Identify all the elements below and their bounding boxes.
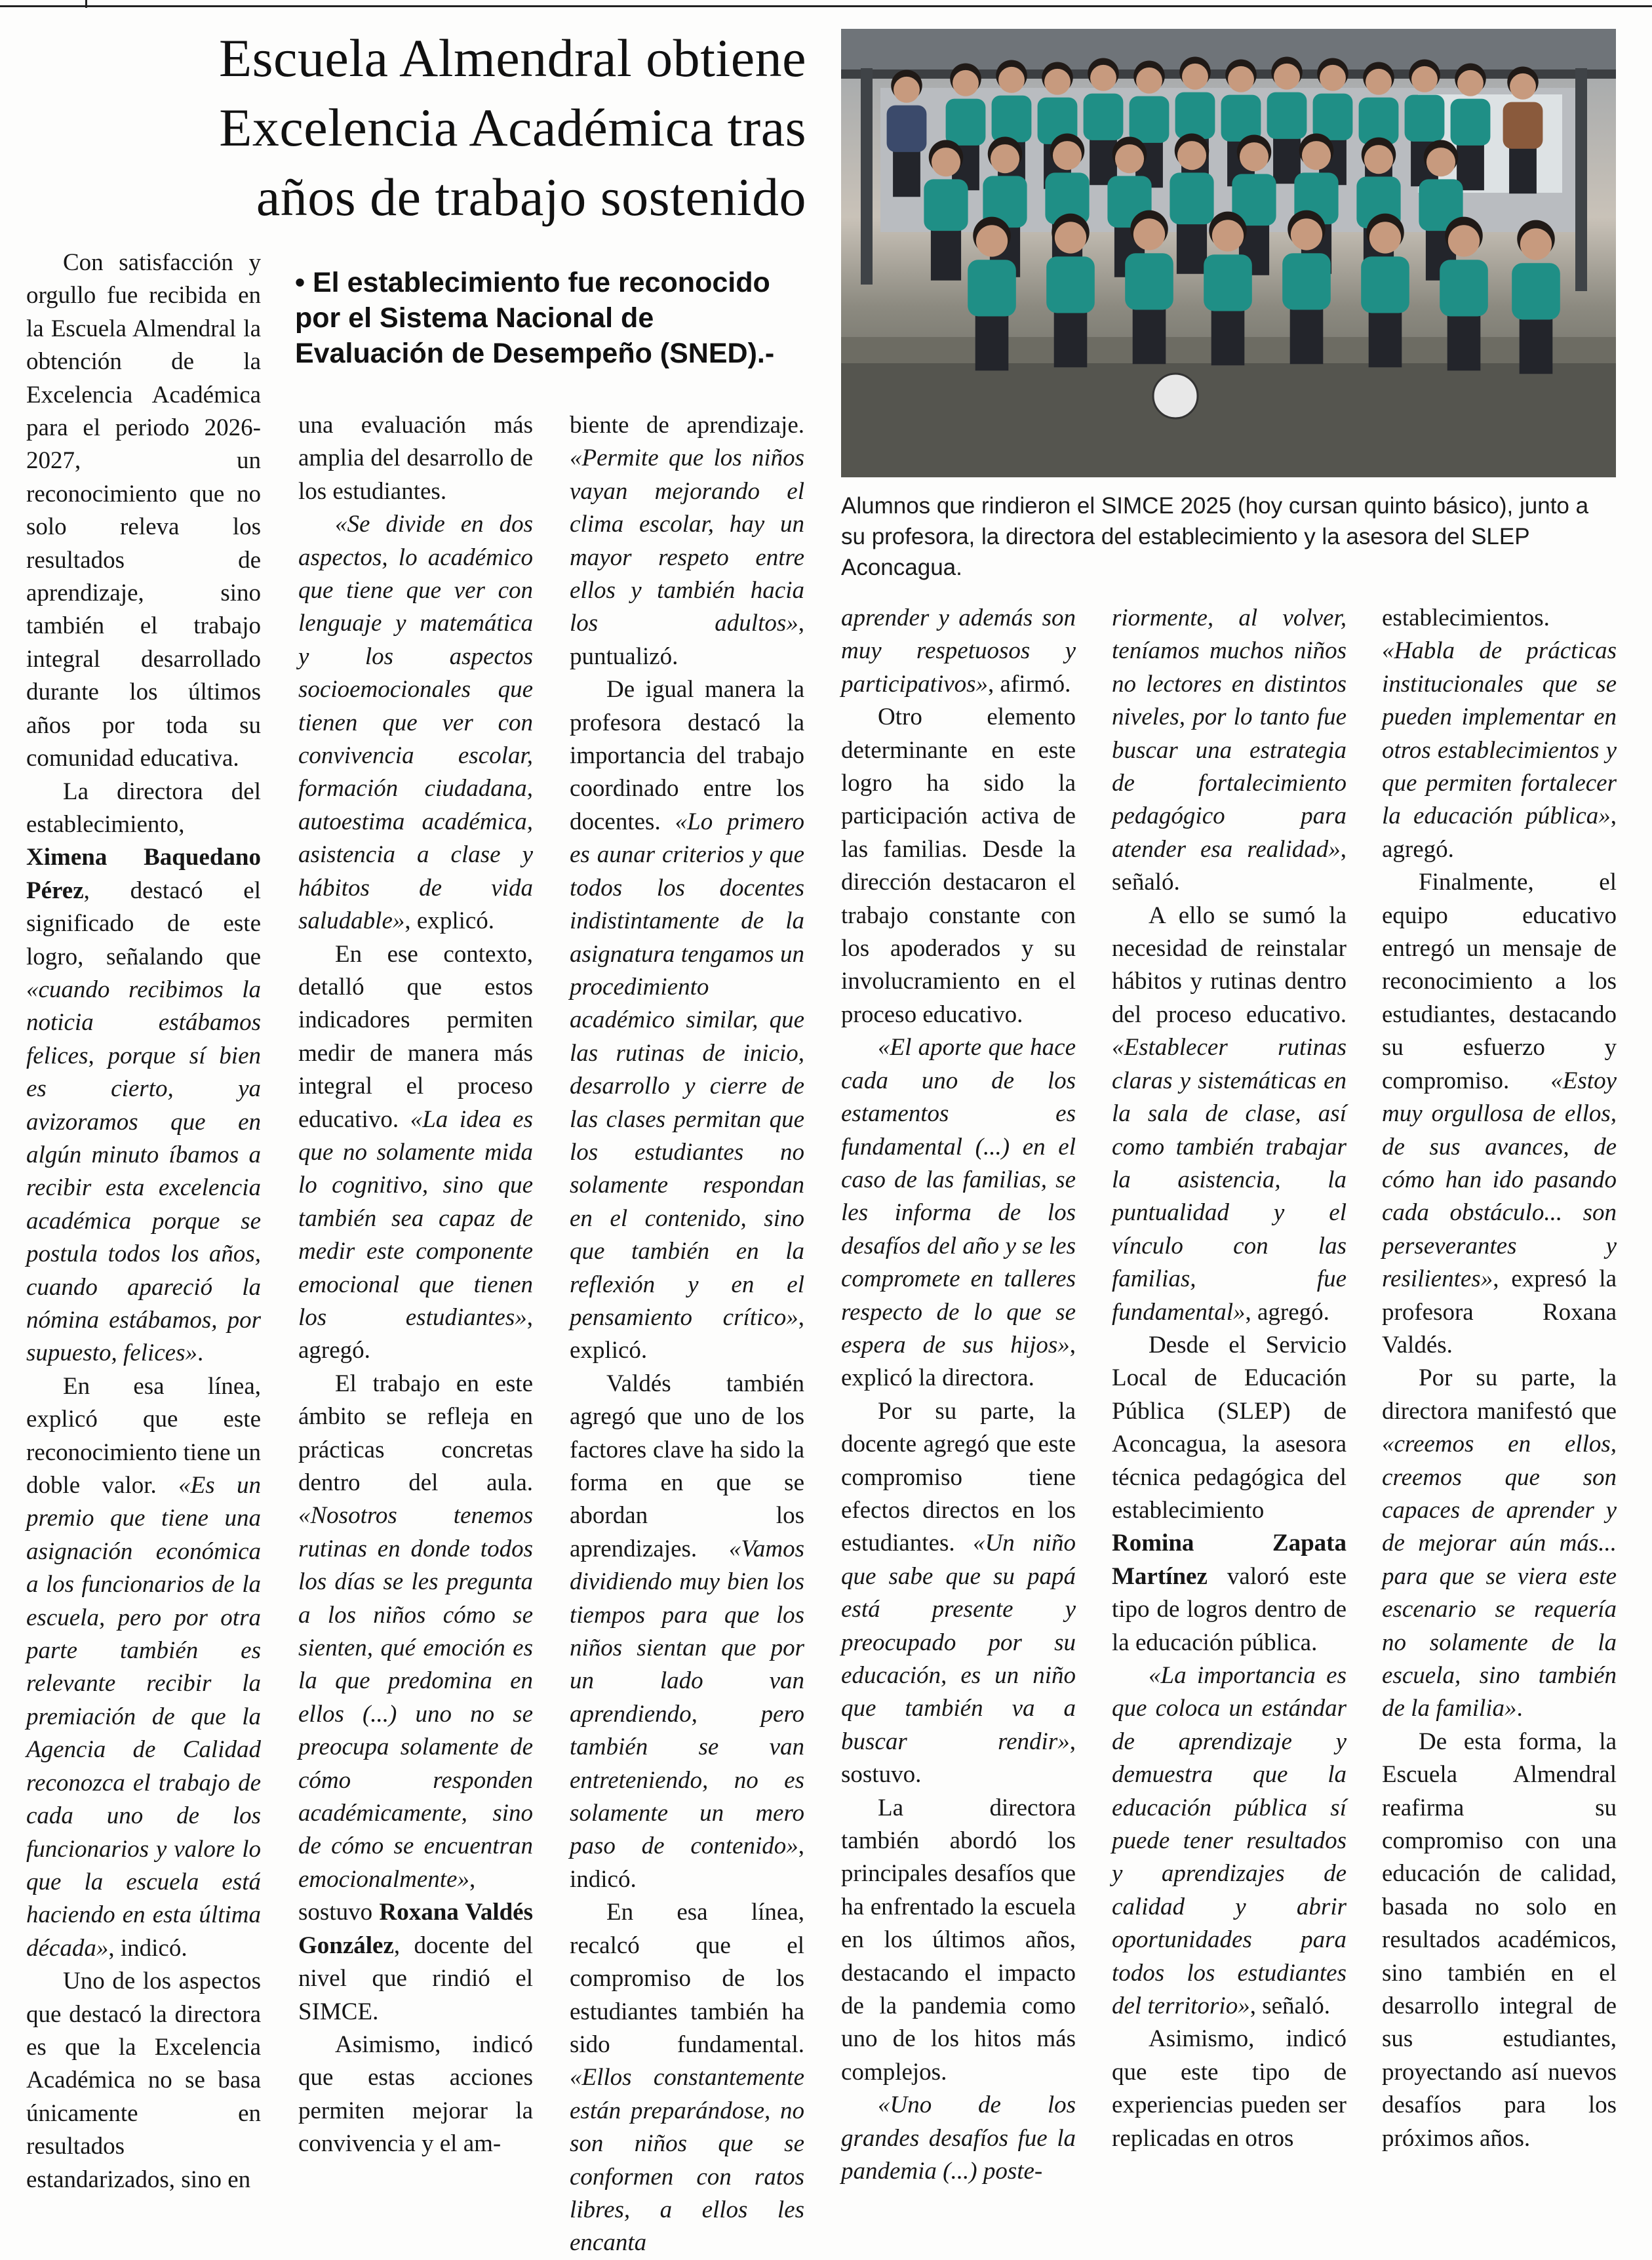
- quote: «Nosotros tenemos rutinas en donde todos los días se les pregunta a los niños cómo se sienten, qué emoción es la que predomina en ellos (...) uno no se preocupa solamente de cómo responden académicamente, sino de cómo se encuentran emocionalmente»: [298, 1502, 533, 1893]
- page-top-tick: [85, 0, 87, 8]
- article-paragraph: [26, 1965, 261, 2196]
- text-run: , señaló.: [1249, 1992, 1330, 2020]
- text-run: , explicó.: [404, 907, 495, 935]
- student-figure: [1232, 135, 1276, 275]
- post-right: [1575, 68, 1587, 291]
- headline-line: años de trabajo sostenido: [256, 167, 806, 227]
- text-run: , expresó la profesora Roxana Valdés.: [1382, 1265, 1617, 1358]
- text-run: , indicó.: [108, 1934, 187, 1962]
- quote: «La idea es que no solamente mida lo cognitivo, sino que también sea capaz de medir este componente emocional que tienen los estudiantes»: [298, 1105, 533, 1331]
- text-run: A ello se sumó la necesidad de reinstalar hábitos y rutinas dentro del proceso educativo.: [1112, 902, 1347, 1028]
- text-run: Asimismo, indicó que este tipo de experiencias pueden ser replicadas en otros: [1112, 2025, 1347, 2152]
- article-paragraph: [1382, 1726, 1617, 2155]
- quote: «Uno de los grandes desafíos fue la pandemia (...) poste-: [841, 2091, 1076, 2185]
- article-paragraph: [26, 776, 261, 1370]
- quote: «Permite que los niños vayan mejorando el clima escolar, hay un mayor respeto entre ellos y también hacia los adultos»: [570, 445, 804, 637]
- text-run: establecimientos.: [1382, 605, 1550, 631]
- article-paragraph: [1112, 900, 1347, 1329]
- article-paragraph: [1112, 602, 1347, 900]
- text-run: , docente del nivel que rindió el SIMCE.: [298, 1932, 533, 2025]
- soccer-ball: [1153, 374, 1198, 418]
- article-paragraph: [570, 673, 804, 1368]
- text-run: , puntualizó.: [570, 610, 804, 670]
- page-top-rule: [0, 0, 1652, 7]
- quote: «Estoy muy orgullosa de ellos, de sus avances, de cómo han ido pasando cada obstáculo... son perseverantes y resilientes»: [1382, 1067, 1617, 1293]
- quote: «Establecer rutinas claras y sistemáticas en la sala de clase, así como también trabajar la asistencia, la puntualidad y el vínculo con las familias, fue fundamental»: [1112, 1034, 1347, 1326]
- article-paragraph: [841, 602, 1076, 701]
- article-paragraph: [1112, 1659, 1347, 2023]
- text-run: , afirmó.: [988, 670, 1071, 698]
- article-column-4: [841, 602, 1076, 2189]
- text-run: La directora del establecimiento,: [26, 778, 261, 838]
- article-paragraph: [26, 247, 261, 776]
- article-column-2: [298, 409, 533, 2161]
- text-run: , agregó.: [1382, 803, 1617, 863]
- quote: «Lo primero es aunar criterios y que todos los docentes indistintamente de la asignatura tengamos un procedimiento académico similar, que las rutinas de inicio, desarrollo y cierre de las clases permitan que los estudiantes no solamente respondan en el contenido, sino que también en la reflexión y en el pensamiento crítico»: [570, 808, 804, 1331]
- quote: riormente, al volver, teníamos muchos niños no lectores en distintos niveles, por lo tanto fue buscar una estrategia de fortalecimiento pedagógico para atender esa realidad»: [1112, 605, 1347, 863]
- article-paragraph: [570, 1368, 804, 1897]
- article-column-5: [1112, 602, 1347, 2155]
- headline-line: Escuela Almendral obtiene: [219, 28, 806, 88]
- article-paragraph: [298, 938, 533, 1368]
- group-photo-illustration: [841, 29, 1616, 477]
- article-paragraph: [1112, 1329, 1347, 1659]
- headline: [26, 24, 806, 232]
- article-paragraph: [570, 1896, 804, 2259]
- quote: «creemos en ellos, creemos que son capaces de aprender y de mejorar aún más... para que se viera este escenario se requería no solamente de la escuela, sino también de la familia»: [1382, 1431, 1617, 1722]
- quote: «Ellos constantemente están preparándose, no son niños que se conformen con ratos libres, a ellos les encanta: [570, 2064, 804, 2257]
- quote: «Se divide en dos aspectos, lo académico que tiene que ver con lenguaje y matemática y los aspectos socioemocionales que tienen que ver con convivencia escolar, formación ciudadana, autoestima académica, asistencia a clase y hábitos de vida saludable»: [298, 511, 533, 935]
- text-run: , sostuvo: [298, 1865, 476, 1926]
- text-run: Desde el Servicio Local de Educación Pública (SLEP) de Aconcagua, la asesora técnica pedagógica del establecimiento: [1112, 1331, 1347, 1524]
- text-run: , explicó la directora.: [841, 1331, 1076, 1392]
- person-name: Roxana Valdés González: [298, 1899, 533, 1959]
- article-paragraph: [1382, 866, 1617, 1362]
- text-run: , destacó el significado de este logro, señalando que: [26, 877, 261, 970]
- quote: «El aporte que hace cada uno de los estamentos es fundamental (...) en el caso de las familias, se les informa de los desafíos del año y se les compromete en talleres respecto de lo que se espera de sus hijos»: [841, 1034, 1076, 1358]
- text-run: Otro elemento determinante en este logro ha sido la participación activa de las familias. Desde la dirección destacaron el trabajo constante con los apoderados y su involucramiento en el proceso educativo.: [841, 704, 1076, 1028]
- text-run: valoró este tipo de logros dentro de la educación pública.: [1112, 1562, 1347, 1656]
- article-paragraph: [841, 701, 1076, 1031]
- article-paragraph: [298, 409, 533, 508]
- text-run: Uno de los aspectos que destacó la directora es que la Excelencia Académica no se basa únicamente en resultados estandarizados, sino en: [26, 1968, 261, 2193]
- article-paragraph: [841, 1395, 1076, 1792]
- text-run: .: [1516, 1695, 1523, 1722]
- article-paragraph: [1382, 602, 1617, 866]
- text-run: La directora también abordó los principales desafíos que ha enfrentado la escuela en los últimos años, destacando el impacto de la pandemia como uno de los hitos más complejos.: [841, 1794, 1076, 2086]
- post-left: [861, 68, 873, 285]
- student-figure: [924, 140, 968, 281]
- text-run: En esa línea, explicó que este reconocimiento tiene un doble valor.: [26, 1372, 261, 1499]
- headline-line: Excelencia Académica tras: [219, 98, 806, 157]
- text-run: , agregó.: [1245, 1298, 1329, 1326]
- article-paragraph: [841, 2089, 1076, 2188]
- quote: «Es un premio que tiene una asignación económica a los funcionarios de la escuela, pero por otra parte también es relevante recibir la premiación de que la Agencia de Calidad reconozca el trabajo de cada uno de los funcionarios y valore lo que la escuela está haciendo en esta última década»: [26, 1472, 262, 1962]
- article-paragraph: [841, 1031, 1076, 1395]
- article-column-6: [1382, 602, 1617, 2155]
- student-figure: [1294, 134, 1338, 274]
- text-run: El trabajo en este ámbito se refleja en prácticas concretas dentro del aula.: [298, 1370, 533, 1496]
- student-figure: [1170, 134, 1213, 274]
- text-run: Con satisfacción y orgullo fue recibida en la Escuela Almendral la obtención de la Excelencia Académica para el periodo 2026-2027, un reconocimiento que no solo releva los resultados de aprendizaje, sino también el trabajo integral desarrollado durante los últimos años por toda su comunidad educativa.: [26, 249, 261, 772]
- quote: «Un niño que sabe que su papá está presente y preocupado por su educación, es un niño que también va a buscar rendir»: [841, 1530, 1076, 1755]
- text-run: , explicó.: [570, 1303, 804, 1364]
- photo-caption: Alumnos que rindieron el SIMCE 2025 (hoy cursan quinto básico), junto a su profesora, la directora del establecimiento y la asesora del SLEP Aconcagua.: [841, 493, 1589, 580]
- text-run: .: [197, 1339, 204, 1367]
- group-photo: [841, 29, 1616, 477]
- text-run: En ese contexto, detalló que estos indicadores permiten medir de manera más integral el proceso educativo.: [298, 940, 533, 1133]
- article-column-1: [26, 247, 261, 2196]
- article-paragraph: [1112, 2023, 1347, 2155]
- text-run: Asimismo, indicó que estas acciones permiten mejorar la convivencia y el am-: [298, 2031, 533, 2158]
- text-run: Valdés también agregó que uno de los factores clave ha sido la forma en que se abordan los aprendizajes.: [570, 1370, 804, 1562]
- text-run: , señaló.: [1112, 835, 1347, 896]
- text-run: Finalmente, el equipo educativo entregó un mensaje de reconocimiento a los estudiantes, destacando su esfuerzo y compromiso.: [1382, 869, 1617, 1094]
- text-run: biente de aprendizaje.: [570, 412, 804, 439]
- person-name: Ximena Baquedano Pérez: [26, 844, 261, 904]
- text-run: Por su parte, la docente agregó que este compromiso tiene efectos directos en los estudiantes.: [841, 1397, 1076, 1557]
- quote: «La importancia es que coloca un estándar de aprendizaje y demuestra que la educación pública sí puede tener resultados y aprendizajes de calidad y abrir oportunidades para todos los estudiantes del territorio»: [1112, 1662, 1347, 2020]
- quote: «cuando recibimos la noticia estábamos felices, porque sí bien es cierto, ya avizoramos que en algún minuto íbamos a recibir esta excelencia académica porque se postula todos los años, cuando apareció la nómina estábamos, por supuesto, felices»: [26, 976, 261, 1367]
- student-figure: [1419, 140, 1463, 281]
- quote: «Habla de prácticas institucionales que se pueden implementar en otros establecimientos y que permiten fortalecer la educación pública»: [1382, 637, 1617, 830]
- deck-subheading: • El establecimiento fue reconocido por el Sistema Nacional de Evaluación de Desempeño (SNED).-: [295, 267, 775, 369]
- text-run: Por su parte, la directora manifestó que: [1382, 1364, 1617, 1425]
- article-paragraph: [841, 1792, 1076, 2090]
- article-paragraph: [298, 2029, 533, 2161]
- text-run: , agregó.: [298, 1303, 533, 1364]
- text-run: De igual manera la profesora destacó la importancia del trabajo coordinado entre los docentes.: [570, 676, 804, 835]
- text-run: , sostuvo.: [841, 1728, 1076, 1789]
- article-paragraph: [570, 409, 804, 673]
- article-paragraph: [298, 508, 533, 938]
- text-run: una evaluación más amplia del desarrollo de los estudiantes.: [298, 412, 533, 505]
- text-run: De esta forma, la Escuela Almendral reafirma su compromiso con una educación de calidad, basada no solo en resultados académicos, sino también en el desarrollo integral de sus estudiantes, proyectando así nuevos desafíos para los próximos años.: [1382, 1728, 1617, 2152]
- article-column-3: [570, 409, 804, 2260]
- person-name: Romina Zapata Martínez: [1112, 1530, 1347, 1590]
- article-paragraph: [298, 1368, 533, 2029]
- quote: aprender y además son muy respetuosos y participativos»: [841, 605, 1076, 698]
- quote: «Vamos dividiendo muy bien los tiempos para que los niños sientan que por un lado van aprendiendo, pero también se van entreteniendo, no es solamente un mero paso de contenido»: [570, 1535, 804, 1860]
- text-run: , indicó.: [570, 1833, 804, 1893]
- article-paragraph: [26, 1370, 261, 1965]
- article-paragraph: [1382, 1362, 1617, 1725]
- text-run: En esa línea, recalcó que el compromiso de los estudiantes también ha sido fundamental.: [570, 1899, 804, 2058]
